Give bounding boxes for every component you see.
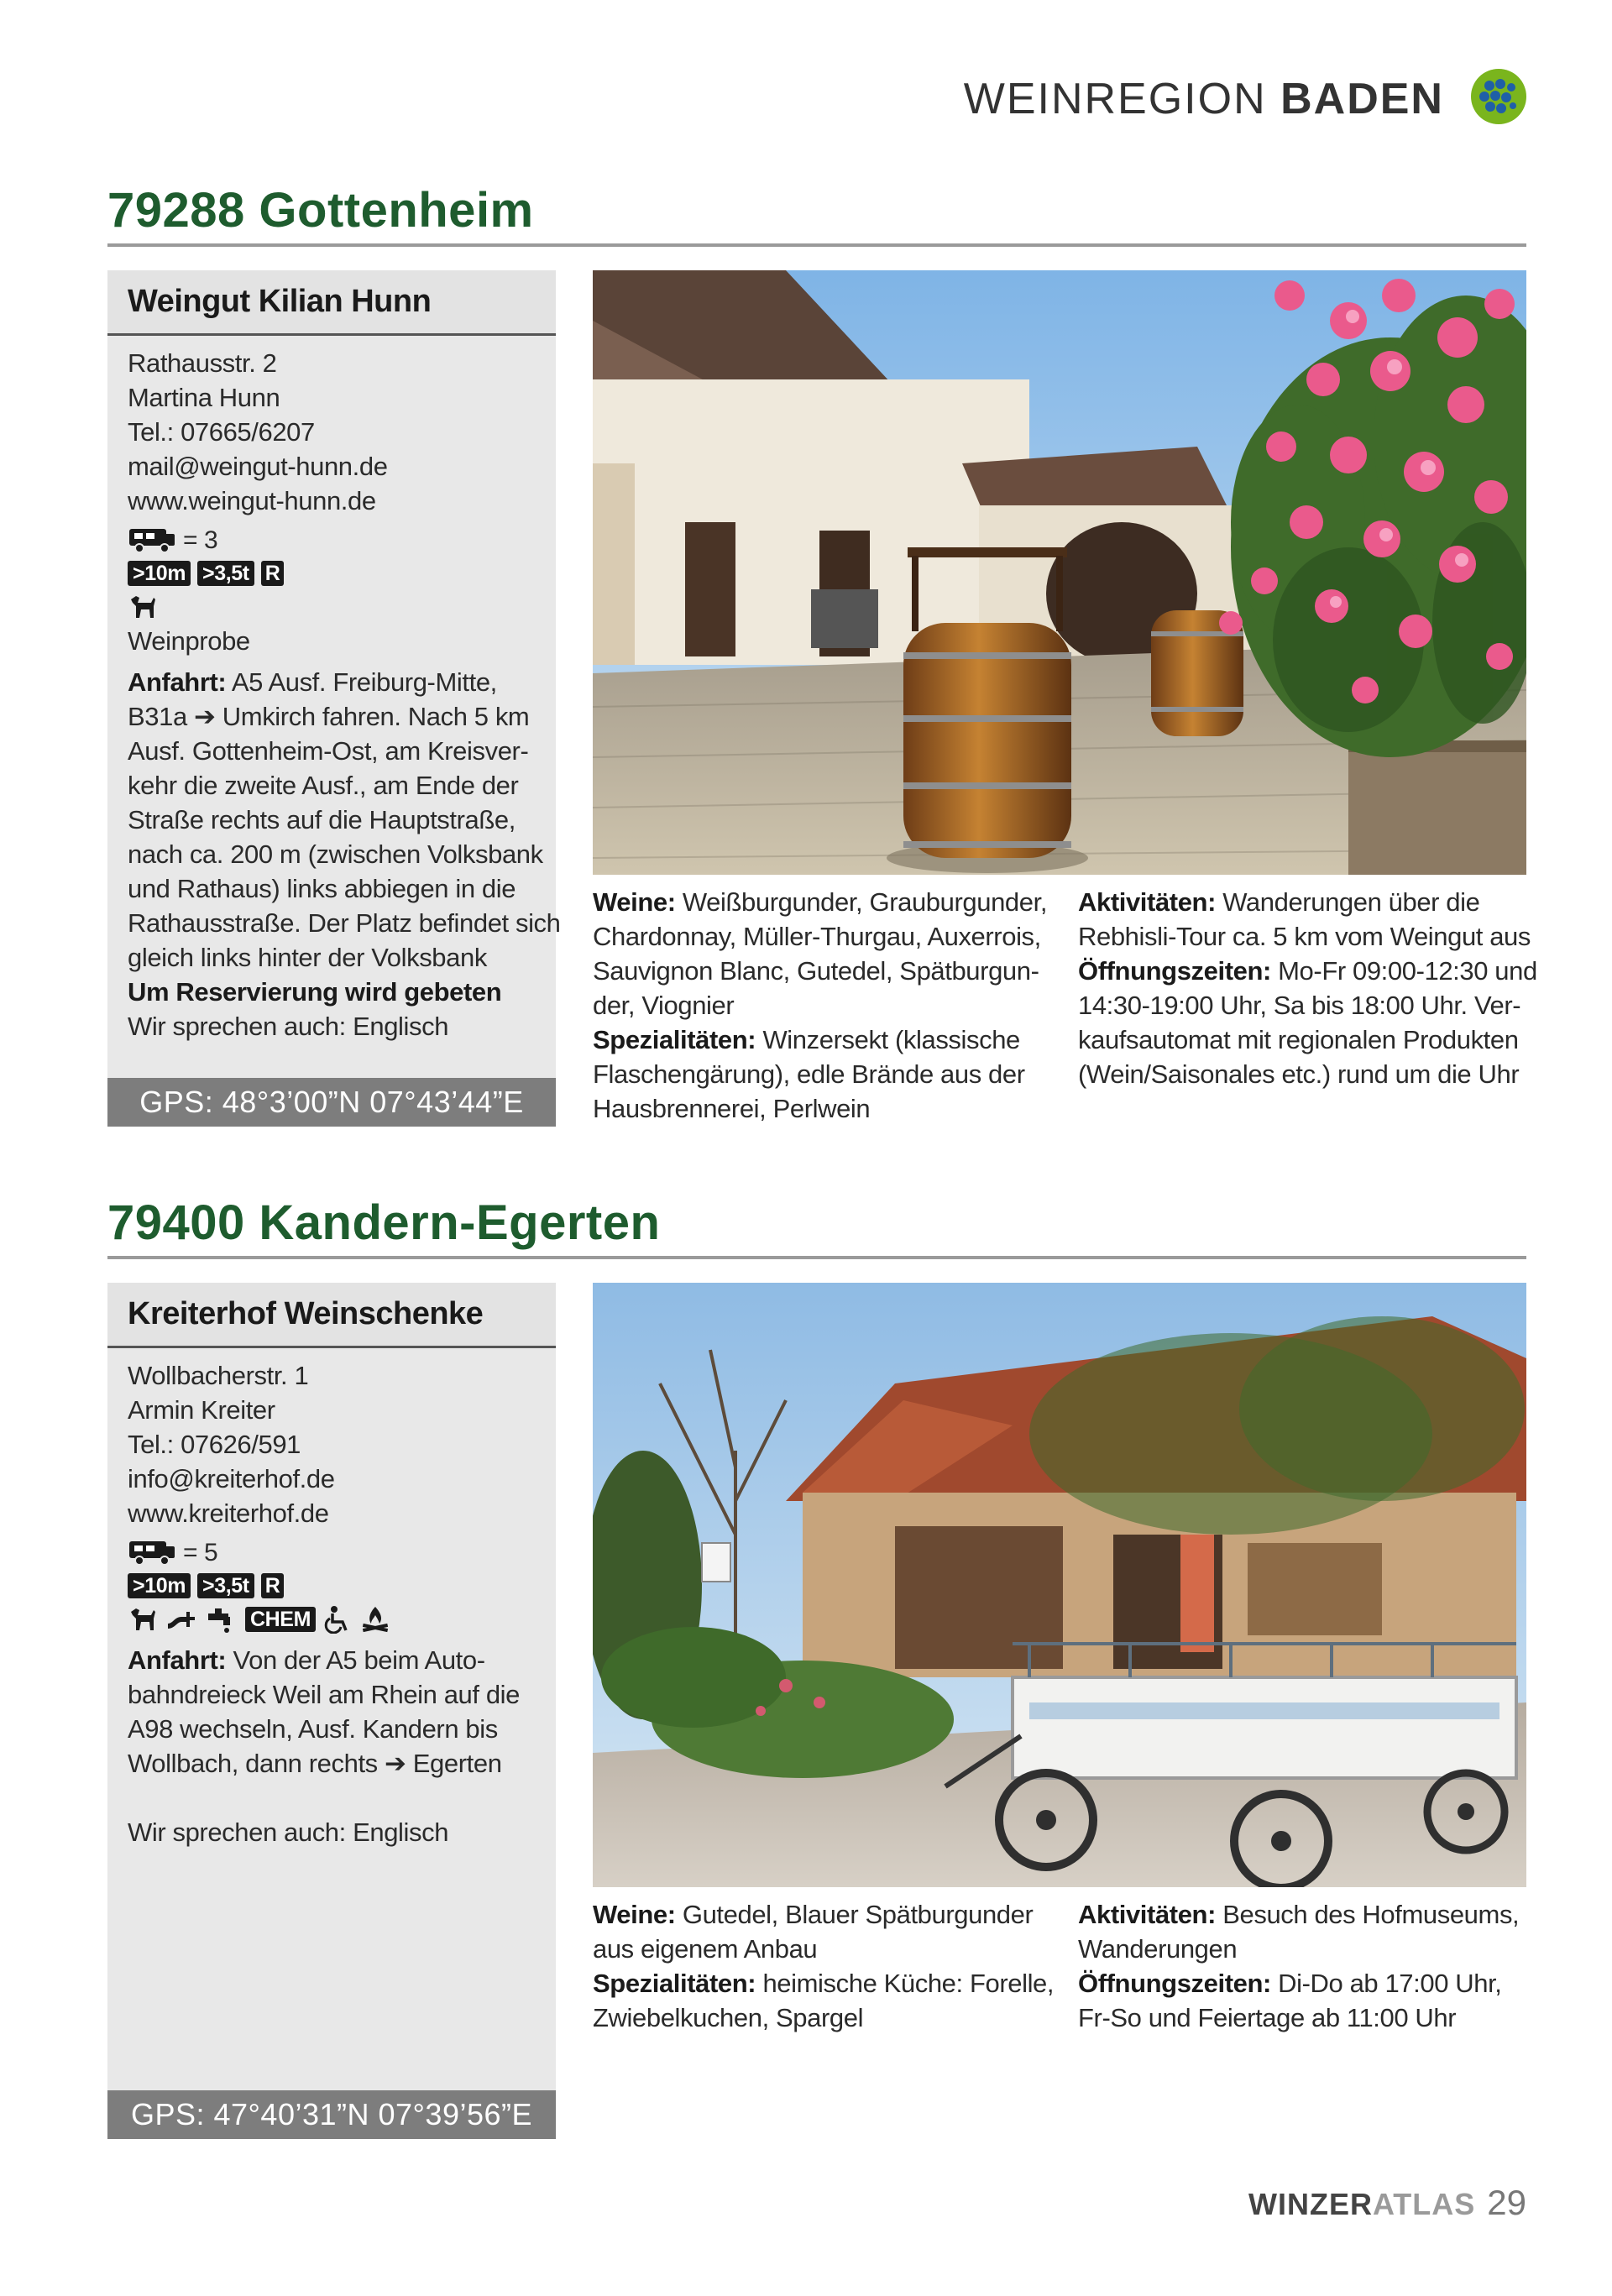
dog-icon [128, 593, 158, 621]
languages: Wir sprechen auch: Englisch [128, 1012, 449, 1041]
directions: Anfahrt: A5 Ausf. Freiburg-Mitte, [128, 667, 497, 697]
rv-camper-icon [128, 1538, 176, 1566]
activities-text: Wanderungen [1078, 1934, 1238, 1964]
specialties-text: Flaschengärung), edle Brände aus der [593, 1059, 1025, 1089]
rv-spaces-count: = 5 [183, 1538, 218, 1566]
contact-name: Armin Kreiter [128, 1395, 275, 1425]
directions-line: gleich links hinter der Volksbank [128, 943, 487, 972]
website-link[interactable]: www.weingut-hunn.de [128, 486, 376, 515]
contact-name: Martina Hunn [128, 383, 280, 412]
weight-limit-badge: >3,5t [197, 1573, 254, 1598]
opening-hours-text: Di-Do ab 17:00 Uhr, [1270, 1969, 1502, 1998]
wines-text: aus eigenem Anbau [593, 1934, 818, 1964]
wines-text: Chardonnay, Müller-Thurgau, Auxerrois, [593, 922, 1041, 951]
email-link[interactable]: mail@weingut-hunn.de [128, 452, 388, 481]
directions-line: und Rathaus) links abbiegen in die [128, 874, 516, 903]
gps-coordinates: GPS: 47°40’31”N 07°39’56”E [107, 2090, 556, 2139]
opening-hours-label: Öffnungszeiten: [1078, 1969, 1271, 1998]
directions-line: Ausf. Gottenheim-Ost, am Kreisver- [128, 736, 529, 766]
reservation-note: Um Reservierung wird gebeten [128, 977, 502, 1007]
region-title-light: WEINREGION [963, 75, 1267, 123]
languages: Wir sprechen auch: Englisch [128, 1817, 449, 1847]
website-link[interactable]: www.kreiterhof.de [128, 1498, 329, 1528]
activities-text: Wanderungen über die [1216, 887, 1480, 917]
wines-text: Gutedel, Blauer Spätburgunder [675, 1900, 1034, 1929]
wines-text: Weißburgunder, Grauburgunder, [675, 887, 1048, 917]
restriction-badges [128, 557, 536, 590]
water-tap-icon [205, 1605, 238, 1634]
activities-hours [1078, 1897, 1519, 2035]
gps-coordinates: GPS: 48°3’00”N 07°43’44”E [107, 1078, 556, 1127]
wines-specialties [593, 885, 1047, 1126]
rv-spaces-count: = 3 [183, 526, 218, 554]
winery-courtyard-photo [593, 270, 1526, 875]
grape-cluster-icon [1469, 67, 1528, 126]
opening-hours-text: 14:30-19:00 Uhr, Sa bis 18:00 Uhr. Ver- [1078, 991, 1521, 1020]
section-title-kandern-egerten: 79400 Kandern-Egerten [107, 1195, 661, 1250]
winery-info-box [107, 1283, 556, 2139]
specialties-label: Spezialitäten: [593, 1969, 756, 1998]
campfire-icon [359, 1605, 391, 1634]
region-header [964, 65, 1444, 133]
directions-label: Anfahrt: [128, 667, 227, 697]
section-divider [107, 243, 1526, 247]
rv-camper-icon [128, 526, 176, 554]
wines-label: Weine: [593, 887, 676, 917]
rv-spaces-row [128, 523, 536, 557]
page-number: 29 [1487, 2183, 1526, 2222]
phone-number: Tel.: 07665/6207 [128, 417, 315, 447]
specialties-label: Spezialitäten: [593, 1025, 756, 1054]
activities-label: Aktivitäten: [1078, 887, 1217, 917]
opening-hours-text: kaufsautomat mit regionalen Produkten [1078, 1025, 1519, 1054]
length-limit-badge: >10m [128, 1573, 191, 1598]
chem-toilet-icon: CHEM [245, 1607, 316, 1632]
specialties-text: Hausbrennerei, Perlwein [593, 1094, 871, 1123]
farmhouse-with-wagon-photo [593, 1283, 1526, 1887]
winery-details [107, 1348, 556, 1849]
directions-line: A98 wechseln, Ausf. Kandern bis [128, 1714, 498, 1744]
directions-line: bahndreieck Weil am Rhein auf die [128, 1680, 520, 1709]
reservation-badge: R [261, 1573, 285, 1598]
activities-text: Besuch des Hofmuseums, [1216, 1900, 1520, 1929]
winery-details [107, 336, 561, 1043]
reservation-badge: R [261, 561, 285, 586]
directions-line: kehr die zweite Ausf., am Ende der [128, 771, 519, 800]
opening-hours-text: Fr-So und Feiertage ab 11:00 Uhr [1078, 2003, 1457, 2032]
wines-specialties [593, 1897, 1054, 2035]
opening-hours-label: Öffnungszeiten: [1078, 956, 1271, 986]
amenity-icons [128, 590, 536, 624]
opening-hours-text: (Wein/Saisonales etc.) rund um die Uhr [1078, 1059, 1520, 1089]
directions-line: Straße rechts auf die Hauptstraße, [128, 805, 516, 834]
address-line: Wollbacherstr. 1 [128, 1361, 309, 1390]
specialties-text: Zwiebelkuchen, Spargel [593, 2003, 864, 2032]
length-limit-badge: >10m [128, 561, 191, 586]
directions-line: nach ca. 200 m (zwischen Volksbank [128, 839, 543, 869]
section-title-gottenheim: 79288 Gottenheim [107, 183, 534, 238]
activities-text: Rebhisli-Tour ca. 5 km vom Weingut aus [1078, 922, 1531, 951]
activities-label: Aktivitäten: [1078, 1900, 1217, 1929]
winery-info-box [107, 270, 561, 1127]
wines-text: der, Viognier [593, 991, 735, 1020]
power-plug-icon [165, 1605, 198, 1634]
restriction-badges [128, 1569, 536, 1603]
specialties-text: Winzersekt (klassische [756, 1025, 1020, 1054]
region-title [964, 77, 1444, 121]
wines-label: Weine: [593, 1900, 676, 1929]
amenity-icons [128, 1603, 536, 1636]
publication-brand: WINZERATLAS [1248, 2187, 1476, 2221]
email-link[interactable]: info@kreiterhof.de [128, 1464, 335, 1493]
page-footer [1248, 2183, 1526, 2223]
phone-number: Tel.: 07626/591 [128, 1430, 301, 1459]
region-title-bold: BADEN [1280, 75, 1444, 123]
rv-spaces-row [128, 1535, 536, 1569]
address-line: Rathausstr. 2 [128, 348, 277, 378]
directions-line: B31a ➔ Umkirch fahren. Nach 5 km [128, 702, 530, 731]
specialties-text: heimische Küche: Forelle, [756, 1969, 1055, 1998]
dog-icon [128, 1605, 158, 1634]
wines-text: Sauvignon Blanc, Gutedel, Spätburgun- [593, 956, 1039, 986]
opening-hours-text: Mo-Fr 09:00-12:30 und [1270, 956, 1537, 986]
directions-label: Anfahrt: [128, 1645, 227, 1675]
directions-line: Rathausstraße. Der Platz befindet sich [128, 908, 561, 938]
winery-name: Kreiterhof Weinschenke [107, 1283, 556, 1348]
winery-name: Weingut Kilian Hunn [107, 270, 556, 336]
wheelchair-icon [322, 1605, 353, 1634]
directions: Anfahrt: Von der A5 beim Auto- [128, 1645, 485, 1675]
directions-line: Wollbach, dann rechts ➔ Egerten [128, 1749, 502, 1778]
section-divider [107, 1256, 1526, 1259]
extra-service: Weinprobe [128, 626, 250, 656]
activities-hours [1078, 885, 1537, 1091]
weight-limit-badge: >3,5t [197, 561, 254, 586]
